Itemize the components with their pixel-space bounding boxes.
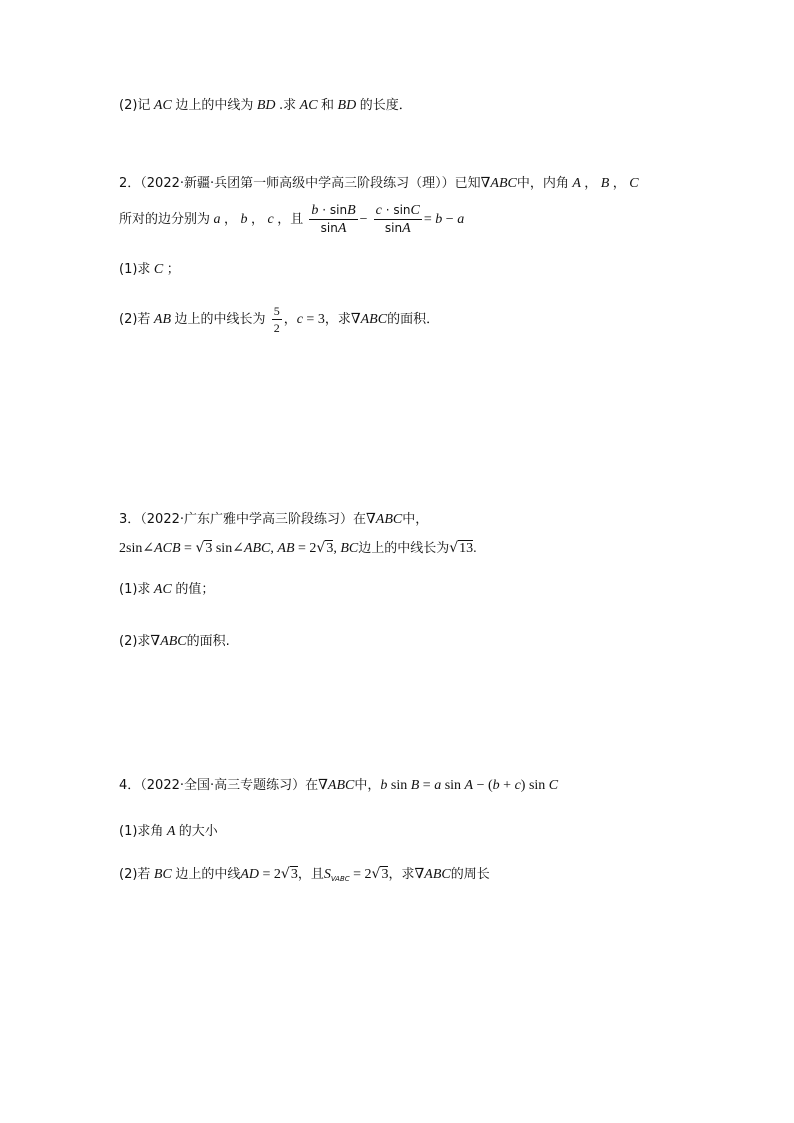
- fraction: $\frac{c \cdot \sin C}{\sin A}$: [375, 203, 420, 236]
- fraction: $\frac{b \cdot \sin B}{\sin A}$: [311, 203, 356, 236]
- q4-part1: (1)求角 A 的大小: [119, 824, 218, 839]
- q3-part2: (2)求∇ABC的面积.: [119, 634, 230, 649]
- q1-part2: (2)记 AC 边上的中线为 BD .求 AC 和 BD 的长度．: [119, 98, 412, 113]
- q2-part1: (1)求 C ；: [119, 262, 180, 277]
- q2-part2: (2)若 AB 边上的中线长为 $\frac{5}{2}$ ，c = 3，求∇ABC的面积．: [119, 304, 440, 335]
- q3-part1: (1)求 AC 的值；: [119, 582, 215, 597]
- q2-heading: 2．（2022·新疆·兵团第一师高级中学高三阶段练习（理））已知∇ABC中，内角 A ， B ， C: [119, 176, 639, 191]
- q2-condition: 所对的边分别为 a ， b ， c ，且 $\frac{b \cdot \sin B}{\sin A}$ − $\frac{c \cdot \sin C}{\sin A}$ = b − a: [119, 203, 465, 236]
- q3-heading: 3．（2022·广东广雅中学高三阶段练习）在∇ABC中，: [119, 512, 429, 527]
- q4-heading: 4．（2022·全国·高三专题练习）在∇ABC中，b sin B = a sin A − (b + c) sin C: [119, 778, 559, 793]
- q3-condition: 2sin∠ACB = √3 sin∠ABC, AB = 2√3, BC边上的中线长为√13.: [119, 540, 477, 556]
- fraction: $\frac{5}{2}$: [273, 304, 280, 335]
- q4-part2: (2)若 BC 边上的中线AD = 2√3，且$S_{VABC} = 2√3$，求∇ABC的周长: [119, 866, 490, 883]
